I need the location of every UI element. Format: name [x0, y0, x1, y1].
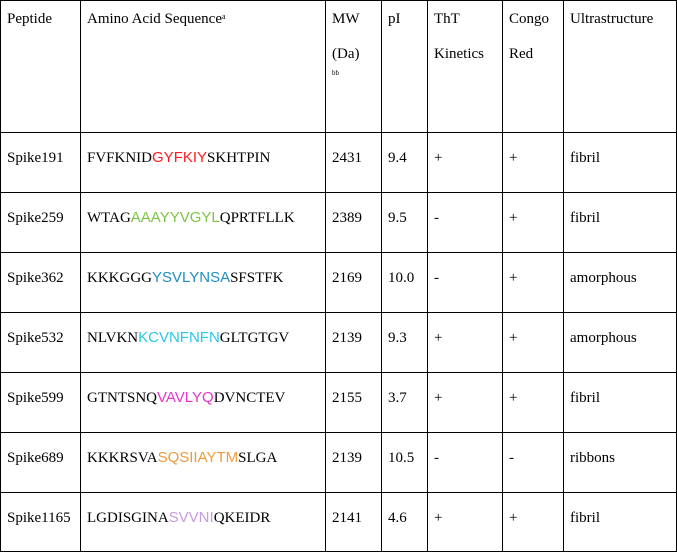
header-tht-line2: Kinetics — [434, 46, 484, 62]
table-row — [1, 373, 677, 433]
header-tht — [428, 1, 503, 133]
cell-tht: + — [428, 373, 503, 433]
cell-ultrastructure: ribbons — [564, 433, 677, 493]
cell-congo: + — [503, 373, 564, 433]
header-sequence — [81, 1, 326, 133]
sequence-flank-c: SFSTFK — [230, 270, 284, 286]
sequence-flank-n: GTNTSNQ — [87, 390, 157, 406]
sequence-flank-c: DVNCTEV — [213, 390, 286, 406]
header-congo — [503, 1, 564, 133]
header-sequence-footnote: a — [221, 12, 226, 21]
cell-peptide: Spike191 — [1, 133, 81, 193]
cell-mw: 2169 — [326, 253, 382, 313]
cell-congo: - — [503, 433, 564, 493]
cell-ultrastructure: fibril — [564, 493, 677, 552]
sequence-flank-c: GLTGTGV — [219, 330, 290, 346]
table-header-row — [1, 1, 677, 133]
sequence-flank-c: SKHTPIN — [207, 150, 271, 166]
cell-congo: + — [503, 313, 564, 373]
header-congo-line1: Congo — [509, 11, 550, 27]
cell-mw: 2141 — [326, 493, 382, 552]
table-row — [1, 433, 677, 493]
cell-tht: + — [428, 493, 503, 552]
cell-pi: 9.4 — [382, 133, 428, 193]
cell-peptide: Spike532 — [1, 313, 81, 373]
cell-pi: 9.5 — [382, 193, 428, 253]
cell-sequence — [81, 193, 326, 253]
sequence-flank-n: KKKRSVA — [87, 450, 158, 466]
cell-sequence — [81, 133, 326, 193]
cell-ultrastructure: fibril — [564, 193, 677, 253]
table-row — [1, 133, 677, 193]
sequence-flank-c: QPRTFLLK — [219, 210, 295, 226]
header-mw-line2: (Da) — [332, 46, 360, 62]
cell-ultrastructure: amorphous — [564, 253, 677, 313]
sequence-core: SQSIIAYTM — [157, 449, 239, 466]
table-row — [1, 193, 677, 253]
sequence-flank-n: FVFKNID — [87, 150, 153, 166]
sequence-flank-n: WTAG — [87, 210, 131, 226]
cell-sequence — [81, 433, 326, 493]
cell-mw: 2139 — [326, 433, 382, 493]
table-row — [1, 313, 677, 373]
cell-pi: 3.7 — [382, 373, 428, 433]
cell-pi: 4.6 — [382, 493, 428, 552]
sequence-core: AAAYYVGYL — [130, 209, 220, 226]
cell-pi: 9.3 — [382, 313, 428, 373]
sequence-flank-c: QKEIDR — [213, 510, 271, 526]
cell-ultrastructure: amorphous — [564, 313, 677, 373]
table-row — [1, 253, 677, 313]
header-tht-line1: ThT — [434, 11, 460, 27]
cell-peptide: Spike1165 — [1, 493, 81, 552]
cell-peptide: Spike599 — [1, 373, 81, 433]
table-row — [1, 493, 677, 552]
cell-pi: 10.5 — [382, 433, 428, 493]
cell-peptide: Spike259 — [1, 193, 81, 253]
cell-peptide: Spike362 — [1, 253, 81, 313]
header-peptide: Peptide — [1, 1, 81, 133]
cell-tht: - — [428, 193, 503, 253]
cell-congo: + — [503, 193, 564, 253]
cell-tht: + — [428, 313, 503, 373]
sequence-core: YSVLYNSA — [152, 269, 231, 286]
cell-congo: + — [503, 253, 564, 313]
sequence-core: KCVNFNFN — [138, 329, 220, 346]
header-sequence-label: Amino Acid Sequence — [87, 11, 222, 27]
sequence-flank-n: NLVKN — [87, 330, 139, 346]
cell-sequence — [81, 493, 326, 552]
header-pi: pI — [382, 1, 428, 133]
cell-peptide: Spike689 — [1, 433, 81, 493]
cell-sequence — [81, 253, 326, 313]
cell-mw: 2155 — [326, 373, 382, 433]
cell-mw: 2389 — [326, 193, 382, 253]
cell-sequence — [81, 373, 326, 433]
header-mw-footnote: bb — [332, 69, 339, 77]
header-ultrastructure: Ultrastructure — [564, 1, 677, 133]
cell-tht: + — [428, 133, 503, 193]
header-mw — [326, 1, 382, 133]
sequence-core: SVVNI — [168, 509, 214, 526]
header-mw-line1: MW — [332, 11, 360, 27]
header-congo-line2: Red — [509, 46, 534, 62]
sequence-core: GYFKIY — [152, 149, 208, 166]
cell-mw: 2139 — [326, 313, 382, 373]
cell-ultrastructure: fibril — [564, 133, 677, 193]
cell-congo: + — [503, 133, 564, 193]
sequence-flank-n: LGDISGINA — [87, 510, 169, 526]
sequence-flank-c: SLGA — [238, 450, 278, 466]
cell-mw: 2431 — [326, 133, 382, 193]
cell-tht: - — [428, 253, 503, 313]
sequence-flank-n: KKKGGG — [87, 270, 152, 286]
cell-pi: 10.0 — [382, 253, 428, 313]
cell-sequence — [81, 313, 326, 373]
cell-congo: + — [503, 493, 564, 552]
sequence-core: VAVLYQ — [157, 389, 214, 406]
cell-ultrastructure: fibril — [564, 373, 677, 433]
cell-tht: - — [428, 433, 503, 493]
